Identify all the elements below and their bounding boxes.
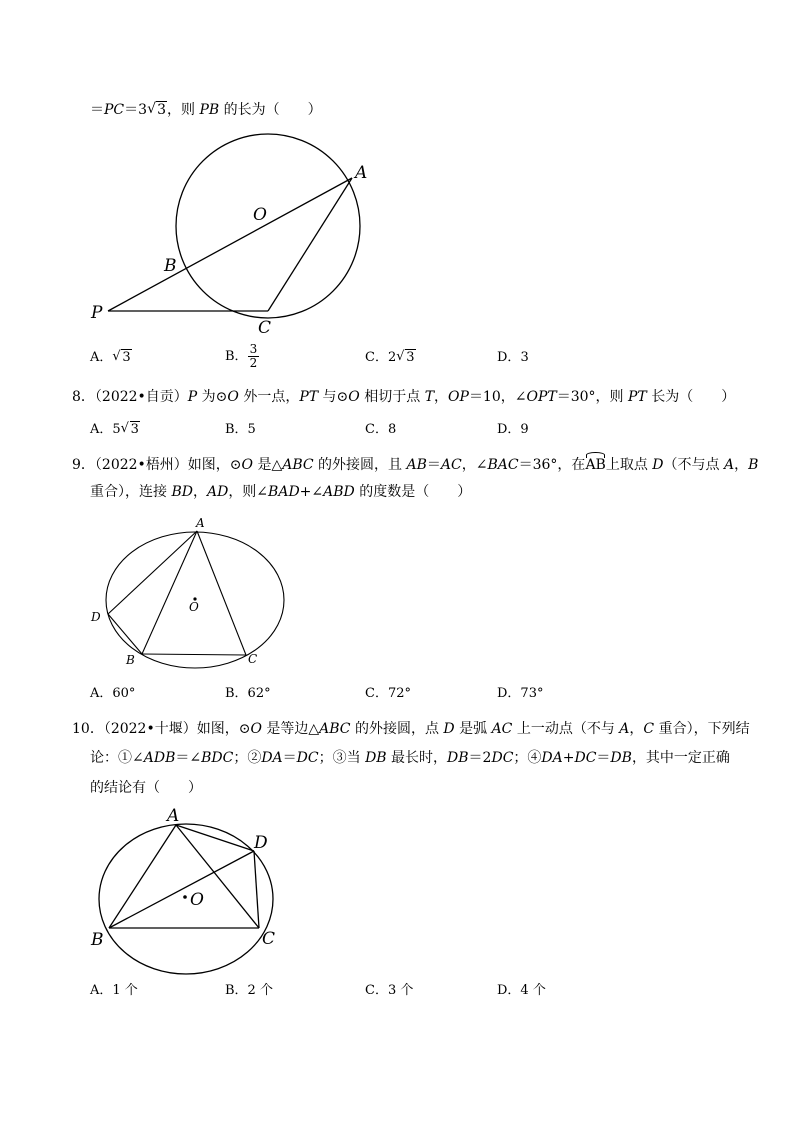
q9-label-o: O <box>189 600 199 614</box>
q10-var: DA <box>261 750 283 766</box>
q9-text: 的外接圆，且 <box>313 457 407 473</box>
q10-var: DC <box>491 750 514 766</box>
q8-var: P <box>187 389 198 405</box>
q10-var: ABC <box>319 721 351 737</box>
q9-option-c[interactable]: C．72° <box>365 686 411 701</box>
q7-stem-suffix: 的长为（ ） <box>219 102 322 118</box>
q9-var: BAD <box>268 484 300 500</box>
q8-text: 外一点， <box>238 389 300 405</box>
q8-var: OP <box>448 389 469 405</box>
q8-option-a-value: 3 <box>130 422 139 437</box>
q9-text: 重合），连接 <box>90 484 172 500</box>
q7-label-a: A <box>355 163 368 183</box>
q8-var: O <box>348 389 360 405</box>
q9-var: BAC <box>487 457 519 473</box>
q10-text: 的外接圆，点 <box>350 721 444 737</box>
q7-option-b-numerator: 3 <box>249 342 258 356</box>
q7-label-o: O <box>253 205 267 225</box>
q8-option-d[interactable]: D．9 <box>497 422 529 437</box>
q10-text: ；② <box>233 750 262 766</box>
q10-text: ；③当 <box>318 750 366 766</box>
q10-var: DA <box>541 750 563 766</box>
q9-var: BD <box>171 484 193 500</box>
q7-option-a-letter: A． <box>90 350 113 365</box>
q9-text: 是△ <box>253 457 283 473</box>
q9-var: AC <box>440 457 462 473</box>
q7-var-pc: PC <box>104 102 125 118</box>
q10-text: 重合），下列结 <box>654 721 750 737</box>
q9-text: （不与点 <box>663 457 724 473</box>
q9-label-b: B <box>126 653 135 667</box>
q10-var: DB <box>447 750 469 766</box>
q9-var: AD <box>206 484 229 500</box>
q10-option-d[interactable]: D．4 个 <box>497 983 546 998</box>
q10-label-o: O <box>190 890 204 910</box>
q10-var: O <box>250 721 262 737</box>
q10-option-a[interactable]: A．1 个 <box>90 983 138 998</box>
q9-label-d: D <box>91 610 101 624</box>
q8-option-a-coef: 5 <box>112 422 121 437</box>
q9-var: A <box>723 457 735 473</box>
q8-text: ＝30°，则 <box>556 389 628 405</box>
q7-sqrt-value: 3 <box>157 102 166 118</box>
q10-text: ；④ <box>513 750 542 766</box>
q8-var: O <box>227 389 239 405</box>
q9-text: 上取点 <box>605 457 653 473</box>
q7-stem-eq: ＝3 <box>124 102 148 118</box>
q10-text: ， <box>629 721 644 737</box>
q9-option-d[interactable]: D．73° <box>497 686 544 701</box>
q8-var: T <box>424 389 435 405</box>
q8-text: 为⊙ <box>197 389 228 405</box>
q8-var: PT <box>628 389 647 405</box>
q7-option-c-coef: 2 <box>387 350 397 365</box>
q10-stem-line3: 的结论有（ ） <box>90 780 202 796</box>
q8-var: OPT <box>526 389 557 405</box>
q10-text: ＝ <box>596 750 611 766</box>
q9-text: 如图，⊙ <box>187 457 242 473</box>
q7-label-p: P <box>91 303 103 323</box>
q9-number: 9．（2022•梧州） <box>72 457 188 473</box>
q10-label-c: C <box>262 929 276 949</box>
q10-label-b: B <box>91 930 104 950</box>
q10-text: 是弧 <box>454 721 492 737</box>
q7-stem-mid: ，则 <box>166 102 200 118</box>
q10-line-ad <box>176 825 254 851</box>
q7-option-d-value: 3 <box>520 350 529 365</box>
q7-option-b-letter: B． <box>225 349 248 364</box>
q10-option-b[interactable]: B．2 个 <box>225 983 273 998</box>
q9-arc-ab: AB <box>585 457 606 473</box>
q9-var: B <box>748 457 759 473</box>
q7-option-c-letter: C． <box>365 350 388 365</box>
q9-text: ＝36°，在 <box>518 457 586 473</box>
q10-var: DC <box>296 750 319 766</box>
q10-var: AC <box>491 721 513 737</box>
q9-option-b[interactable]: B．62° <box>225 686 271 701</box>
q10-text: 最长时， <box>386 750 448 766</box>
q9-var: ABC <box>282 457 314 473</box>
q8-option-c[interactable]: C．8 <box>365 422 397 437</box>
q10-text: + <box>562 750 575 766</box>
q10-text: ＝∠ <box>175 750 202 766</box>
q10-center-dot <box>183 895 187 899</box>
q10-line-ac <box>176 825 259 928</box>
q10-text: ＝2 <box>468 750 492 766</box>
q8-text: 相切于点 <box>359 389 425 405</box>
q9-option-a[interactable]: A．60° <box>90 686 136 701</box>
q7-option-b-denominator: 2 <box>249 356 258 370</box>
q10-number: 10．（2022•十堰） <box>72 721 197 737</box>
q8-option-a-letter: A． <box>90 422 113 437</box>
q8-text: 与⊙ <box>318 389 349 405</box>
q8-text: ， <box>434 389 449 405</box>
q9-text: ， <box>192 484 207 500</box>
q9-text: +∠ <box>299 484 324 500</box>
q9-label-a: A <box>196 516 205 530</box>
q10-line-bd <box>109 851 254 928</box>
q9-text: 的度数是（ ） <box>354 484 472 500</box>
q8-text: ＝10，∠ <box>468 389 527 405</box>
q10-var: ADB <box>143 750 176 766</box>
q7-option-d-letter: D． <box>497 350 521 365</box>
q9-var: ABD <box>323 484 355 500</box>
q7-label-c: C <box>258 318 272 338</box>
q10-var: DB <box>610 750 632 766</box>
q10-option-c[interactable]: C．3 个 <box>365 983 414 998</box>
q10-line-ab <box>109 825 176 928</box>
q8-var: PT <box>299 389 319 405</box>
q10-ellipse <box>99 824 276 974</box>
q10-text: 论：①∠ <box>90 750 144 766</box>
q9-var: O <box>241 457 254 473</box>
q8-option-b[interactable]: B．5 <box>225 422 256 437</box>
q9-text: ， <box>734 457 749 473</box>
q7-stem-prefix: ＝ <box>90 102 104 118</box>
q7-option-a-value: 3 <box>122 350 131 365</box>
q10-text: 上一动点（不与 <box>512 721 620 737</box>
q7-label-b: B <box>164 256 177 276</box>
q10-label-a: A <box>167 806 180 826</box>
q10-text: 如图，⊙ <box>196 721 251 737</box>
q8-number: 8．（2022•自贡） <box>72 389 188 405</box>
q10-var: C <box>643 721 655 737</box>
q8-text: 长为（ ） <box>646 389 736 405</box>
q9-var: D <box>652 457 664 473</box>
q10-var: BDC <box>201 750 234 766</box>
q7-var-pb: PB <box>199 102 220 118</box>
q10-var: DC <box>574 750 597 766</box>
q9-label-c: C <box>248 652 258 666</box>
q10-text: 是等边△ <box>261 721 320 737</box>
q10-var: D <box>443 721 455 737</box>
q9-text: ＝ <box>426 457 441 473</box>
q10-text: ＝ <box>282 750 297 766</box>
q7-option-c-value: 3 <box>406 350 415 365</box>
q9-text: ，∠ <box>461 457 488 473</box>
q9-var: AB <box>406 457 427 473</box>
q10-line-dc <box>254 851 259 928</box>
q10-var: A <box>619 721 630 737</box>
q10-label-d: D <box>254 833 268 853</box>
q9-text: ，则∠ <box>228 484 269 500</box>
q10-text: ，其中一定正确 <box>631 750 730 766</box>
q10-var: DB <box>365 750 387 766</box>
